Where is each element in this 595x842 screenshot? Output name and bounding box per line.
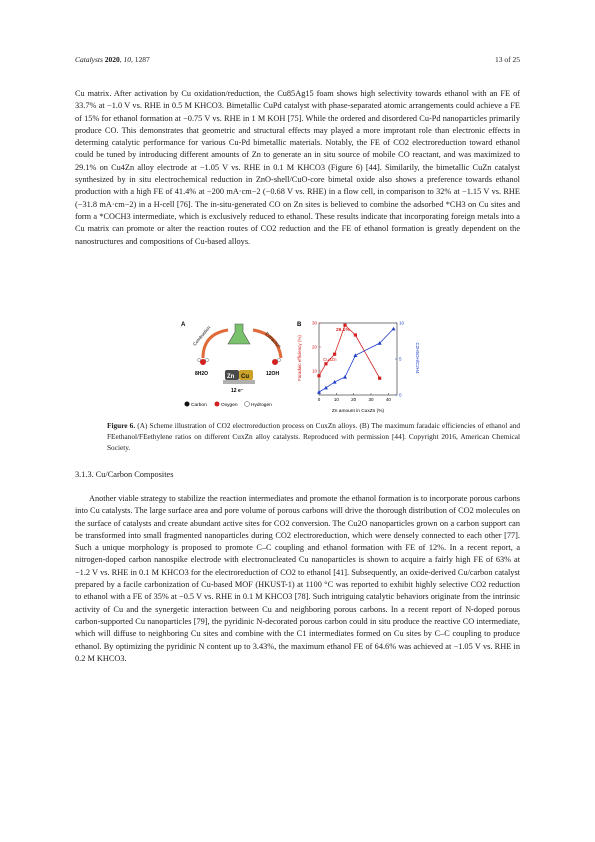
journal-name: Catalysts: [75, 55, 103, 64]
y2-axis-label: C2H5OH/C2H4: [415, 342, 420, 374]
x-tick-label: 20: [351, 397, 357, 402]
y2-tick-label: 5: [399, 356, 402, 362]
caption-text: (A) Scheme illustration of CO2 electroreduction process on CuxZn alloys. (B) The maximum faradaic efficiencies of ethanol and FEethanol/FEethylene ratios on different CuxZn alloy catalysts. Reproduced with permission [44]. Copyright 2016, American Chemical Society.: [107, 421, 520, 452]
panel-b-label: B: [297, 322, 302, 328]
figure-6: [173, 318, 423, 415]
cu4zn-annotation: Cu4Zn: [323, 357, 337, 362]
figure-caption: [107, 420, 520, 453]
max-fe-annotation: 29.1%: [336, 328, 350, 333]
section-heading: [75, 470, 173, 479]
legend-oxygen: Oxygen: [221, 403, 238, 408]
water-label: 8H2O: [195, 371, 209, 377]
running-header: Catalysts 2020, 10, 1287 13 of 25: [75, 55, 520, 64]
y2-tick-label: 10: [399, 320, 405, 326]
y-axis-label: Faradaic efficiency (%): [297, 335, 302, 381]
oh-molecule-icon: [272, 358, 281, 365]
x-tick-label: 40: [385, 397, 391, 402]
hydrogen-legend-dot: [245, 402, 250, 407]
electrons-label: 12 e⁻: [231, 388, 244, 394]
extraction-label: Extraction: [264, 331, 282, 349]
data-point: [378, 377, 381, 380]
h2o-molecule-icon: [197, 358, 208, 365]
article-number: 1287: [134, 55, 150, 64]
panel-b-chart: [297, 321, 420, 414]
x-tick-label: 10: [333, 397, 339, 402]
x-tick-label: 0: [317, 397, 321, 402]
caption-label: Figure 6.: [107, 421, 136, 430]
data-point: [343, 324, 346, 327]
flask-icon: [228, 324, 250, 344]
body-paragraph-2: Another viable strategy to stabilize the reaction intermediates and promote the ethanol formation is to incorporate porous carbons into Cu catalysts. The large surface area and pore volume of porous carbons will drive the thorough distribution of CO2 molecules on the surface of catalysts and create abundant active sites for CO2 conversion. The Cu2O nanoparticles grown on a carbon support can be transformed into small fragmented nanoparticles during CO2 electroreduction, which were densely connected to each other [77]. Such a unique morphology is proposed to promote C–C coupling and ethanol formation with FE of 12%. In a recent report, a nitrogen-doped carbon nanospike electrode with electronucleated Cu nanoparticles is shown to acquire a fairly high FE of 63% at −1.2 V vs. RHE in 0.1 M KHCO3 for the electroreduction of CO2 to ethanol [41]. Subsequently, an oxide-derived Cu/carbon catalyst prepared by a facile carbonization of Cu-based MOF (HKUST-1) at 1100 °C was reported to exhibit highly selective CO2 reduction to ethanol with a FE of 35% at −0.5 V vs. RHE in 0.1 M KHCO3 [78]. Such intriguing catalytic behaviors originate from the intrinsic activity of Cu and the synergetic interaction between Cu and neighboring porous carbons. In a recent report of N-doped porous carbon-supported Cu nanoparticles [79], the pyridinic N-decorated porous carbon could in situ produce the reactive CO intermediate, which will diffuse to neighboring Cu sites and combine with the C1 intermediates formed on Cu sites by C–C coupling to produce ethanol. By optimizing the pyridinic N content up to 3.43%, the maximum ethanol FE of 64.6% was achieved at −1.05 V vs. RHE in 0.2 M KHCO3.: [75, 494, 520, 663]
data-point: [324, 362, 327, 365]
y-tick-label: 30: [311, 320, 317, 326]
panel-a-label: A: [181, 322, 186, 328]
combustion-arrow: [203, 330, 228, 358]
legend-carbon: Carbon: [191, 403, 207, 408]
y-tick-label: 20: [311, 344, 317, 350]
data-point: [354, 333, 357, 336]
cu-label: Cu: [241, 374, 249, 380]
legend-hydrogen: Hydrogen: [251, 403, 272, 408]
zn-label: Zn: [227, 374, 235, 380]
journal-volume: 10: [123, 55, 132, 64]
panel-a-scheme: [181, 322, 282, 408]
hydroxide-label: 12OH: [266, 371, 280, 377]
section-number: 3.1.3.: [75, 470, 94, 479]
page-number: 13 of 25: [495, 55, 520, 64]
y-tick-label: 10: [311, 368, 317, 374]
electrode-base: [223, 380, 255, 384]
data-point: [333, 353, 336, 356]
combustion-label: Combustion: [191, 325, 212, 347]
y2-tick-label: 0: [399, 392, 402, 398]
section-title: Cu/Carbon Composites: [95, 470, 174, 479]
data-point: [317, 374, 320, 377]
x-axis-label: Zn amount in CuxZn (%): [331, 409, 385, 414]
oxygen-legend-dot: [215, 402, 220, 407]
journal-year: 2020: [104, 55, 120, 64]
x-tick-label: 30: [368, 397, 374, 402]
body-paragraph-1: Cu matrix. After activation by Cu oxidation/reduction, the Cu85Ag15 foam shows high selectivity towards ethanol with an FE of 33.7% at −1.0 V vs. RHE in 0.5 M KHCO3. Bimetallic CuPd catalyst with phase-separated atomic arrangements could achieve a FE of 15% for ethanol formation at −0.75 V vs. RHE in 1 M KOH [75]. While the ordered and disordered Cu-Pd nanoparticles primarily produce CO. This demonstrates that geometric and structural effects may played a more improtant role than electronic effects in determing catalytic performance for various Cu-Pd bimetallic materials. Notably, the FE of CO2 electroreduction toward ethanol could be tuned by introducing different amounts of Zn to generate an in situ source of mobile CO reactant, and was maximized to 29.1% on Cu4Zn alloy electrode at −1.05 V vs. RHE in 0.1 M KHCO3 (Figure 6) [44]. Similarily, the bimetallic CuZn catalyst synthesized by in situ electrochemical reduction in ZnO-shell/CuO-core bimetal oxide also shows a preference towards ethanol production with a high FE of 41.4% at −200 mA·cm−2 (−0.68 V vs. RHE) in a flow cell, in comparison to 32% at −1.15 V vs. RHE (−31.8 mA·cm−2) in a H-cell [76]. The in-situ-generated CO on Zn sites is believed to combine the adsorbed *CH3 on Cu sites and form a *COCH3 intermediate, which is exclusively reduced to ethanol. These results indicate that incorporating foreign metals into a Cu matrix can promote or alter the reaction routes of CO2 reduction and the FE of ethanol formation is greatly dependent on the nanostructures and compositions of Cu-based alloys.: [75, 89, 520, 246]
carbon-legend-dot: [185, 402, 190, 407]
